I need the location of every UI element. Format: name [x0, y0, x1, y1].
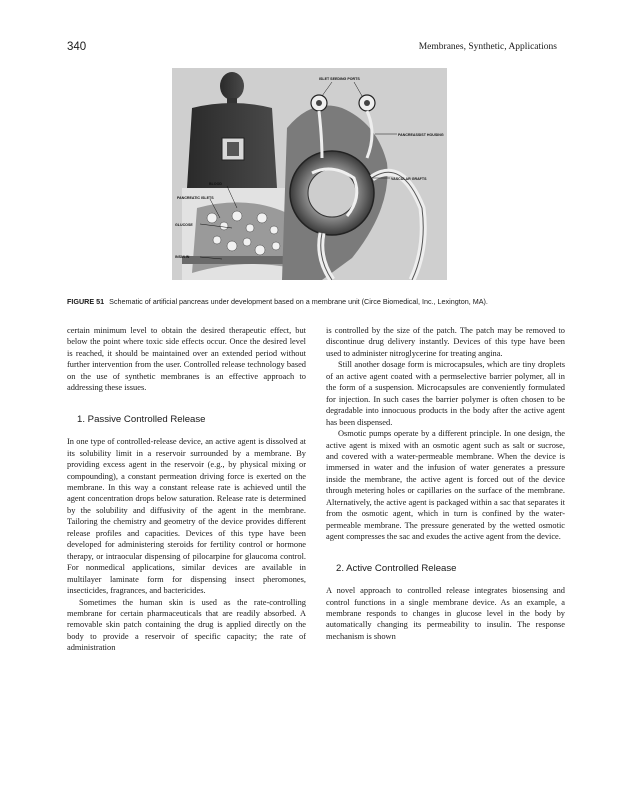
figure-caption-label: FIGURE 51 — [67, 297, 105, 306]
page-number: 340 — [67, 41, 87, 53]
paragraph: Sometimes the human skin is used as the rate-controlling membrane for certain pharmaceuticals that are readily absorbed. A removable skin patch containing the drug is applied directly on the body to provide a reservoir of specific capacity; the rate of administration — [67, 597, 306, 653]
paragraph: A novel approach to controlled release integrates biosensing and control functions in a single membrane device. As an example, a membrane responds to changes in glucose level in the body by automatically changing its permeability to insulin. The response mechanism is shown — [326, 586, 565, 641]
running-head: Membranes, Synthetic, Applications — [418, 42, 557, 52]
paragraph: Osmotic pumps operate by a different principle. In one design, the active agent is mixed with an osmotic agent such as salt or sucrose, and covered with a water-permeable membrane. When the device is immersed in water and the infusion of water generates a pressure inside the membrane, the active agent is forced out of the device through metering holes or capillaries on the surface of the membrane. Alternatively, the active agent is packaged within a sac that separates it from the osmotic agent, which in turn is confined by the water-permeable membrane. The pressure generated by the wetted osmotic agent compresses the sac and exudes the active agent from the device. — [326, 429, 565, 542]
section-heading-passive: 1. Passive Controlled Release — [77, 413, 206, 425]
figure-artificial-pancreas — [172, 68, 447, 280]
label-blood: BLOOD — [209, 182, 222, 186]
label-islet-seeding-ports: ISLET SEEDING PORTS — [319, 77, 360, 81]
label-vascular-grafts: VASCULAR GRAFTS — [391, 177, 427, 181]
tissue-cross-section — [182, 188, 297, 280]
label-glucose: GLUCOSE — [175, 223, 193, 227]
left-column — [67, 325, 306, 654]
section-heading-active: 2. Active Controlled Release — [336, 562, 457, 574]
paragraph: certain minimum level to obtain the desired therapeutic effect, but below the point where toxic side effects occur. Once the desired level is reached, it should be maintained over an extended period without further intervention from the user. Controlled release technology based on the use of synthetic membranes is an effective approach to addressing these issues. — [67, 326, 306, 393]
right-column — [326, 325, 565, 642]
paragraph: In one type of controlled-release device, an active agent is dissolved at its solubility limit in a reservoir surrounded by a membrane. By providing excess agent in the reservoir (e.g., by physical mixing or compounding), a constant permeation driving force is exerted on the membrane. In this way a constant release rate is achieved until the agent concentration drops below saturation. Release rate is determined by the solubility and diffusivity of the agent in the membrane. Tailoring the chemistry and geometry of the device provides different release profiles and capacities. Devices of this type have been developed for administering steroids for fertility control or hormone therapy, or intraocular dispensing of pilocarpine for glaucoma control. For nonmedical applications, similar devices are available in multilayer laminate form for dispensing insect pheromones, insecticides, fragrances, and bactericides. — [67, 437, 306, 596]
paragraph: Still another dosage form is microcapsules, which are tiny droplets of an active agent coated with a permselective barrier polymer, all in the form of a suspension. Microcapsules are conveniently formulated for injection. In such cases the barrier polymer is often chosen to be degradable into innocuous products in the body after the active agent has been dispensed. — [326, 360, 565, 427]
label-pancreassist-housing: PANCREASSIST HOUSING — [398, 133, 444, 137]
label-insulin: INSULIN — [175, 255, 190, 259]
paragraph: is controlled by the size of the patch. The patch may be removed to discontinue drug delivery instantly. Devices of this type have been used to administer nitroglycerine for treating angina. — [326, 326, 565, 358]
figure-caption-text: Schematic of artificial pancreas under development based on a membrane unit (Circe Biomedical, Inc., Lexington, MA). — [109, 297, 488, 306]
figure-caption — [67, 297, 562, 306]
label-pancreatic-islets: PANCREATIC ISLETS — [177, 196, 214, 200]
